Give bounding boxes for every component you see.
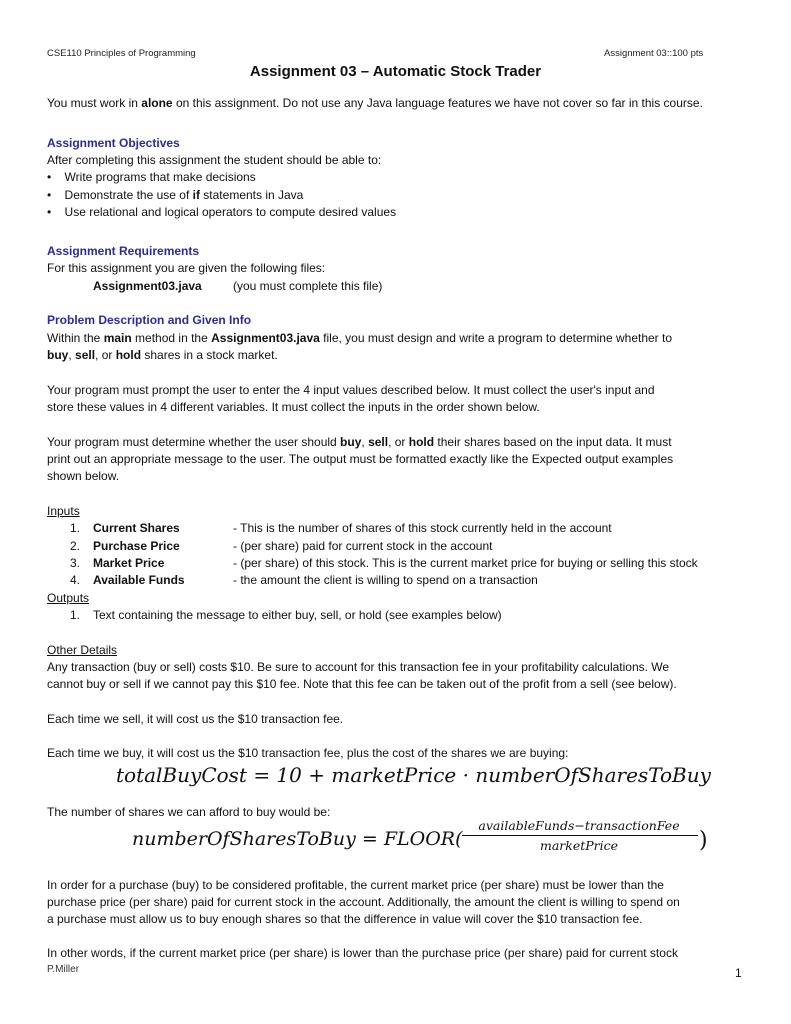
shares-to-buy-formula: numberOfSharesToBuy = FLOOR(	[132, 828, 463, 850]
header-assignment: Assignment 03::100 pts	[604, 48, 704, 59]
problem-paragraph-1-cont: buy, sell, or hold shares in a stock market.	[47, 348, 278, 362]
outputs-heading: Outputs	[47, 591, 90, 605]
input-num: 4.	[70, 573, 81, 587]
requirements-lead: For this assignment you are given the following files:	[47, 261, 326, 275]
other-details-heading: Other Details	[47, 643, 118, 657]
objectives-lead: After completing this assignment the student should be able to:	[47, 153, 382, 167]
input-name: Purchase Price	[93, 539, 180, 553]
buy-fee-text: Each time we buy, it will cost us the $10 transaction fee, plus the cost of the shares we are buying:	[47, 746, 569, 760]
other-words-line-1: In other words, if the current market price (per share) is lower than the purchase price (per share) paid for current stock	[47, 946, 678, 960]
formula-fraction	[458, 818, 700, 853]
footer-author: P.Miller	[47, 964, 80, 975]
input-desc: - (per share) of this stock. This is the current market price for buying or selling this stock	[233, 556, 698, 570]
input-name: Current Shares	[93, 521, 180, 535]
other-details-line-1: Any transaction (buy or sell) costs $10. Be sure to account for this transaction fee in your profitability calculations. We	[47, 660, 670, 674]
objective-item: • Write programs that make decisions	[47, 170, 256, 184]
input-num: 1.	[70, 521, 81, 535]
input-name: Market Price	[93, 556, 165, 570]
objectives-heading: Assignment Objectives	[47, 136, 180, 150]
afford-text: The number of shares we can afford to buy would be:	[47, 805, 331, 819]
fraction-bar	[462, 835, 698, 836]
input-num: 2.	[70, 539, 81, 553]
file-note: (you must complete this file)	[233, 279, 383, 293]
other-details-line-2: cannot buy or sell if we cannot pay this $10 fee. Note that this fee can be taken out of the profit from a sell (see below).	[47, 677, 677, 691]
formula-close-paren: )	[699, 828, 708, 853]
input-name: Available Funds	[93, 573, 185, 587]
sell-fee-text: Each time we sell, it will cost us the $10 transaction fee.	[47, 712, 344, 726]
inputs-heading: Inputs	[47, 504, 80, 518]
input-desc: - (per share) paid for current stock in the account	[233, 539, 493, 553]
profit-paragraph-line-2: purchase price (per share) paid for current stock in the account. Additionally, the amount the client is willing to spend on	[47, 895, 680, 909]
objective-item: • Use relational and logical operators to compute desired values	[47, 205, 397, 219]
total-buy-cost-formula: totalBuyCost = 10 + marketPrice · numberOfSharesToBuy	[116, 763, 711, 787]
requirements-heading: Assignment Requirements	[47, 244, 200, 258]
input-desc: - the amount the client is willing to spend on a transaction	[233, 573, 538, 587]
profit-paragraph-line-3: a purchase must allow us to buy enough shares so that the difference in value will cover the $10 transaction fee.	[47, 912, 643, 926]
intro-text: You must work in alone on this assignment. Do not use any Java language features we have not cover so far in this course.	[47, 96, 703, 110]
problem-paragraph-3-end: shown below.	[47, 469, 120, 483]
input-num: 3.	[70, 556, 81, 570]
problem-paragraph-3-cont: print out an appropriate message to the user. The output must be formatted exactly like the Expected output examples	[47, 452, 674, 466]
footer-page-number: 1	[735, 966, 742, 980]
profit-paragraph-line-1: In order for a purchase (buy) to be considered profitable, the current market price (per share) must be lower than the	[47, 878, 664, 892]
problem-paragraph-2: Your program must prompt the user to enter the 4 input values described below. It must collect the user's input and	[47, 383, 655, 397]
fraction-denominator: marketPrice	[539, 838, 619, 853]
file-name: Assignment03.java	[93, 279, 202, 293]
input-desc: - This is the number of shares of this stock currently held in the account	[233, 521, 612, 535]
fraction-numerator: availableFunds−transactionFee	[478, 818, 680, 833]
problem-paragraph-3: Your program must determine whether the user should buy, sell, or hold their shares based on the input data. It must	[47, 435, 672, 449]
page-title: Assignment 03 – Automatic Stock Trader	[249, 63, 542, 80]
problem-paragraph-2-cont: store these values in 4 different variables. It must collect the inputs in the order shown below.	[47, 400, 540, 414]
problem-heading: Problem Description and Given Info	[47, 313, 252, 327]
output-desc: Text containing the message to either buy, sell, or hold (see examples below)	[93, 608, 502, 622]
problem-paragraph-1: Within the main method in the Assignment03.java file, you must design and write a program to determine whether to	[47, 331, 673, 345]
header-course: CSE110 Principles of Programming	[47, 48, 196, 59]
output-num: 1.	[70, 608, 81, 622]
objective-item: • Demonstrate the use of if statements in Java	[47, 188, 304, 202]
